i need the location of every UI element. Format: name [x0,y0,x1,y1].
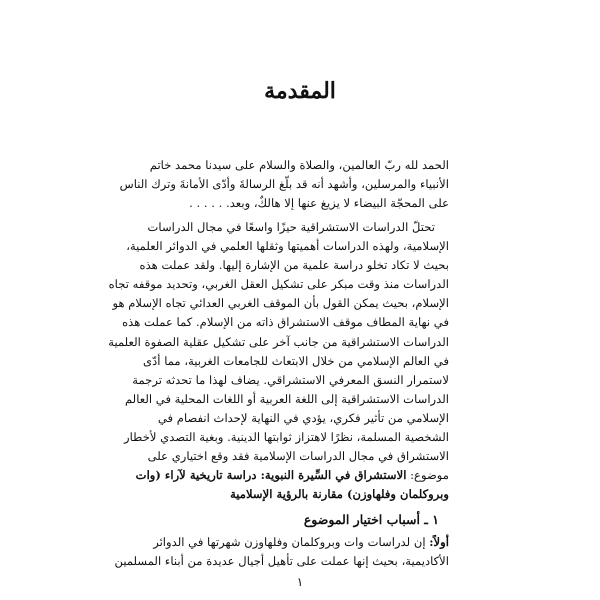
body-line: لاستمرار النسق المعرفي الاستشراقي. يضاف لهذا ما تحدثه ترجمة [132,372,449,387]
body-line: بحيث لا تكاد تخلو دراسة علمية من الإشارة إليها. ولقد عملت هذه [139,258,449,273]
body-line: الدراسات منذ وقت مبكر على تشكيل العقل الغربي، وتحديد موقفه تجاه [108,277,449,292]
body-line: الإسلام، بحيث يمكن القول بأن الموقف الغربي العدائي تجاه الإسلام هو [112,296,449,311]
section-line-text: إن لدراسات وات وبروكلمان وفلهاوزن شهرتها في الدوائر [153,535,430,549]
body-line: الإسلامية، ولهذه الدراسات أهميتها وثقلها العلمي في الدوائر العلمية، [126,239,449,254]
body-line: في نهاية المطاف موقف الاستشراق ذاته من الإسلام. كما عملت هذه [122,315,449,330]
body-line: الدراسات الاستشراقية من جانب آخر على تشكيل عقلية الصفوة العلمية [108,334,449,349]
page-number: ١ [296,575,304,589]
section-line: الأكاديمية، بحيث إنها عملت على تأهيل أجيال عديدة من أبناء المسلمين [114,554,449,569]
section-line [155,533,449,552]
intro-line: على المحجّة البيضاء لا يزيغ عنها إلا هالكٌ، وبعد. . . . . . [189,196,449,211]
body-line: الإسلامي من تأثير فكري، يؤدي في النهاية لإحداث انفصام في [157,410,449,425]
reasons-section [114,512,449,571]
section-lead: أولاً: [429,535,449,549]
body-line: الشخصية المسلمة، نظرًا لاهتزاز ثوابتها الدينية. وبغية التصدي لأخطار [124,430,449,445]
section-heading: ١ ـ أسباب اختيار الموضوع [303,512,439,527]
intro-line: الحمد لله ربّ العالمين، والصلاة والسلام على سيدنا محمد خاتم [149,158,449,172]
intro-paragraph [119,156,449,213]
topic-prefix: موضوع: [406,468,449,483]
topic-title-part-1: الاستشراق في السِّيرة النبوية: دراسة تاريخية لآراء (وات [135,468,407,483]
body-line: الاستشراق في مجال الدراسات الإسلامية فقد وقع اختياري على [147,449,449,464]
topic-line [135,466,449,485]
body-paragraph [108,218,449,504]
body-line: في العالم الإسلامي من خلال الابتعاث للجامعات الغربية، مما أدّى [143,353,449,368]
body-line: الدراسات الاستشراقية إلى اللغة العربية أو اللغات المحلية في العالم [124,391,449,406]
intro-line: الأنبياء والمرسلين، وأشهد أنه قد بلّغ الرسالةَ وأدّى الأمانةَ وترك الناس [119,177,449,192]
topic-title-part-2: وبروكلمان وفلهاوزن) مقارنة بالرؤية الإسلامية [230,487,449,502]
page-title: المقدمة [264,78,336,104]
body-line: تحتلّ الدراسات الاستشراقية حيزًا واسعًا في مجال الدراسات [147,220,435,234]
